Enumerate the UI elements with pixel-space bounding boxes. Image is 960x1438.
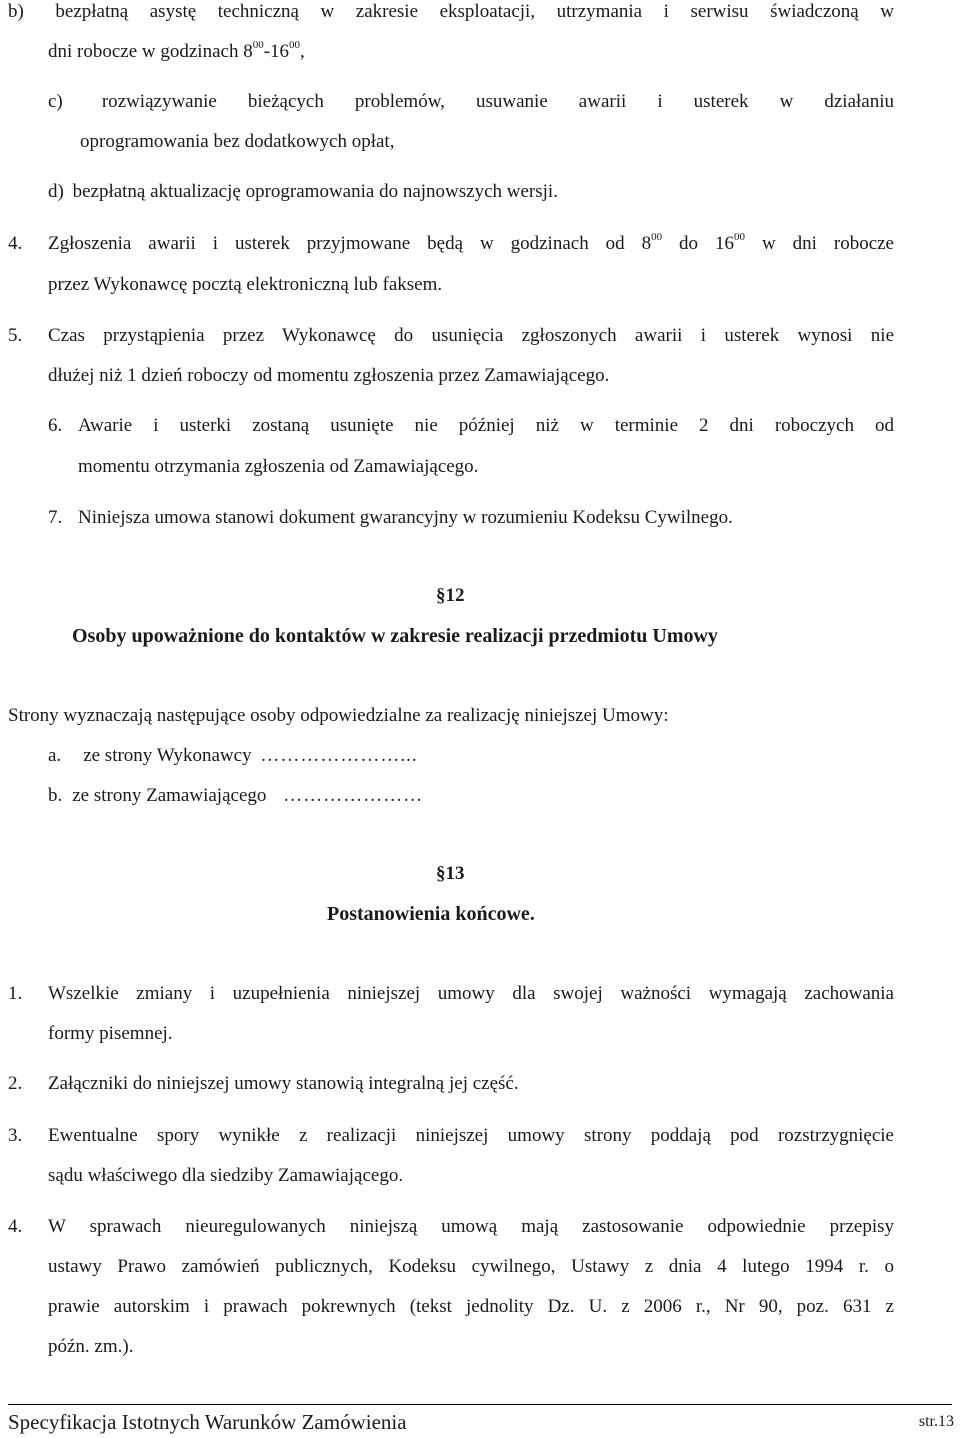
numbered-5-num: 5. [8, 325, 23, 346]
final-1-line1: Wszelkie zmiany i uzupełnienia niniejszej umowy dla swojej ważności wymagają zachowania [48, 983, 894, 1004]
item-b2-dots: ………………… [283, 785, 424, 806]
numbered-5-line2: dłużej niż 1 dzień roboczy od momentu zgłoszenia przez Zamawiającego. [48, 365, 610, 386]
final-3-line2: sądu właściwego dla siedziby Zamawiającego. [48, 1165, 404, 1186]
section-12-title: Osoby upoważnione do kontaktów w zakresie realizacji przedmiotu Umowy [72, 625, 718, 647]
hour-sup: 00 [651, 231, 663, 243]
section-12-intro: Strony wyznaczają następujące osoby odpowiedzialne za realizację niniejszej Umowy: [8, 705, 669, 726]
item-b-text3: -16 [263, 41, 290, 62]
item-b-line1 [8, 0, 894, 24]
final-4-line1: W sprawach nieuregulowanych niniejszą umową mają zastosowanie odpowiednie przepisy [48, 1216, 894, 1237]
numbered-6-num: 6. [48, 415, 63, 436]
item-d-text: bezpłatną aktualizację oprogramowania do najnowszych wersji. [72, 181, 558, 202]
numbered-5-line1: Czas przystąpienia przez Wykonawcę do usunięcia zgłoszonych awarii i usterek wynosi nie [48, 325, 894, 346]
final-3-line1: Ewentualne spory wynikłe z realizacji niniejszej umowy strony poddają pod rozstrzygnięcie [48, 1125, 894, 1146]
numbered-6-line2: momentu otrzymania zgłoszenia od Zamawiającego. [78, 456, 479, 477]
footer-page-number [919, 1411, 954, 1433]
footer-divider [8, 1404, 952, 1405]
section-13-title: Postanowienia końcowe. [327, 903, 535, 925]
section-12-item-a [48, 744, 418, 768]
numbered-4-text3: w dni robocze [745, 233, 894, 254]
item-d-label: d) [48, 181, 64, 202]
section-13-num: 13 [445, 863, 465, 884]
final-2-num: 2. [8, 1073, 23, 1094]
item-c-text: rozwiązywanie bieżących problemów, usuwanie awarii i usterek w działaniu [101, 91, 894, 112]
final-4-num: 4. [8, 1216, 23, 1237]
numbered-7-line1: Niniejsza umowa stanowi dokument gwarancyjny w rozumieniu Kodeksu Cywilnego. [78, 507, 733, 528]
numbered-6-line1: Awarie i usterki zostaną usunięte nie później niż w terminie 2 dni roboczych od [78, 415, 894, 436]
final-1-num: 1. [8, 983, 23, 1004]
hour-sup: 00 [289, 39, 301, 51]
section-12-num: 12 [445, 585, 465, 606]
final-4-line4: późn. zm.). [48, 1336, 134, 1357]
hour-sup: 00 [734, 231, 746, 243]
final-4-line3: prawie autorskim i prawach pokrewnych (tekst jednolity Dz. U. z 2006 r., Nr 90, poz. 631 z [48, 1296, 894, 1317]
item-b2-text: ze strony Zamawiającego [72, 785, 267, 806]
numbered-4-num: 4. [8, 233, 23, 254]
item-b-line2 [48, 40, 305, 64]
page-prefix: str. [918, 1413, 938, 1430]
page-number: 13 [938, 1413, 954, 1430]
footer-title: Specyfikacja Istotnych Warunków Zamówienia [8, 1410, 407, 1434]
item-c-label: c) [48, 91, 63, 112]
section-12-item-b [48, 784, 423, 808]
final-3-num: 3. [8, 1125, 23, 1146]
item-d-line1 [48, 180, 558, 204]
numbered-7-num: 7. [48, 507, 63, 528]
item-a-label: a. [48, 745, 62, 766]
section-12-number [436, 584, 465, 608]
numbered-4-text: Zgłoszenia awarii i usterek przyjmowane będą w godzinach od 8 [48, 233, 652, 254]
item-b-label: b) [8, 1, 24, 22]
final-1-line2: formy pisemnej. [48, 1023, 173, 1044]
section-symbol: § [436, 863, 446, 884]
numbered-4-line2: przez Wykonawcę pocztą elektroniczną lub faksem. [48, 274, 443, 295]
item-b-text2: dni robocze w godzinach 8 [48, 41, 253, 62]
section-13-number [436, 862, 465, 886]
item-c-line1 [48, 90, 894, 114]
final-2-line1: Załączniki do niniejszej umowy stanowią integralną jej część. [48, 1073, 519, 1094]
item-b-text4: , [300, 41, 305, 62]
hour-sup: 00 [252, 39, 264, 51]
final-4-line2: ustawy Prawo zamówień publicznych, Kodeksu cywilnego, Ustawy z dnia 4 lutego 1994 r. o [48, 1256, 894, 1277]
item-a-text: ze strony Wykonawcy [83, 745, 252, 766]
numbered-4-line1 [48, 232, 894, 256]
numbered-4-text2: do 16 [662, 233, 735, 254]
item-c-line2: oprogramowania bez dodatkowych opłat, [80, 131, 395, 152]
item-b2-label: b. [48, 785, 63, 806]
item-b-text: bezpłatną asystę techniczną w zakresie eksploatacji, utrzymania i serwisu świadczoną w [55, 1, 895, 22]
item-a-dots: …………………... [260, 745, 418, 766]
section-symbol: § [436, 585, 446, 606]
